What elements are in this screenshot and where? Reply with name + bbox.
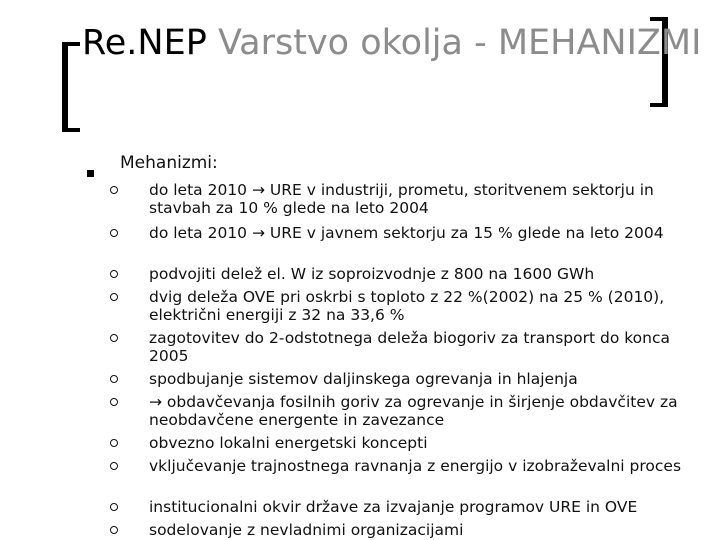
list-item-text: vključevanje trajnostnega ravnanja z energijo v izobraževalni proces xyxy=(149,457,682,475)
circle-bullet-icon xyxy=(110,293,118,301)
title-acronym: Re.NEP xyxy=(82,23,207,63)
list-item-text: do leta 2010 → URE v industriji, prometu, storitvenem sektorju in stavbah za 10 % glede na leto 2004 xyxy=(149,181,654,217)
circle-bullet-icon xyxy=(110,462,118,470)
left-bracket-decoration xyxy=(62,42,80,132)
circle-bullet-icon xyxy=(110,503,118,511)
circle-bullet-icon xyxy=(110,526,118,534)
circle-bullet-icon xyxy=(110,334,118,342)
circle-bullet-icon xyxy=(110,439,118,447)
slide-title xyxy=(82,20,701,66)
list-item-text: obvezno lokalni energetski koncepti xyxy=(149,434,428,452)
list-item-text: podvojiti delež el. W iz soproizvodnje z 800 na 1600 GWh xyxy=(149,265,595,283)
list-item-text: sodelovanje z nevladnimi organizacijami xyxy=(149,521,464,539)
circle-bullet-icon xyxy=(110,229,118,237)
circle-bullet-icon xyxy=(110,375,118,383)
list-item-text: do leta 2010 → URE v javnem sektorju za 15 % glede na leto 2004 xyxy=(149,224,664,242)
list-item-text: → obdavčevanja fosilnih goriv za ogrevanje in širjenje obdavčitev za neobdavčene energente in zavezance xyxy=(149,393,678,429)
circle-bullet-icon xyxy=(110,270,118,278)
list-item-text: institucionalni okvir države za izvajanje programov URE in OVE xyxy=(149,498,638,516)
mechanisms-heading: Mehanizmi: xyxy=(120,153,218,173)
list-item-text: zagotovitev do 2-odstotnega deleža biogoriv za transport do konca 2005 xyxy=(149,329,670,365)
circle-bullet-icon xyxy=(110,398,118,406)
list-item-text: spodbujanje sistemov daljinskega ogrevanja in hlajenja xyxy=(149,370,578,388)
list-item-text: dvig deleža OVE pri oskrbi s toploto z 22 %(2002) na 25 % (2010), električni energiji z 32 na 33,6 % xyxy=(149,288,665,324)
title-subtitle: Varstvo okolja - MEHANIZMI xyxy=(217,23,702,63)
square-bullet-icon xyxy=(87,170,94,177)
circle-bullet-icon xyxy=(110,186,118,194)
